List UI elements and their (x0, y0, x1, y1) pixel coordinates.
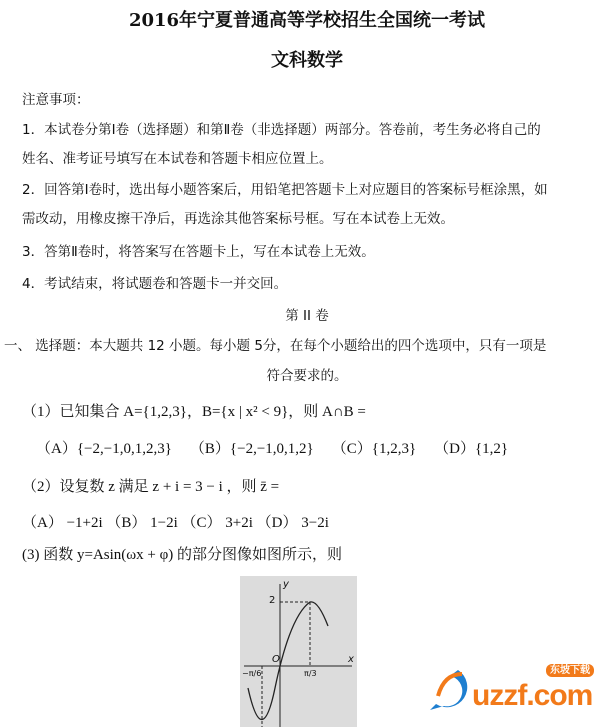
question-1-stem: （1）已知集合 A={1,2,3}，B={x | x² < 9}，则 A∩B = (22, 404, 366, 420)
section-title: 第 II 卷 (285, 308, 329, 324)
question-1-options (36, 437, 508, 458)
watermark-badge: 东坡下载 (546, 664, 594, 677)
exam-subtitle: 文科数学 (271, 50, 343, 71)
y-axis-label: y (283, 579, 289, 590)
part-one-instructions-cont: 符合要求的。 (266, 368, 348, 384)
notice-line: 姓名、准考证号填写在本试卷和答题卡相应位置上。 (22, 151, 333, 167)
notice-line: 需改动，用橡皮擦干净后，再选涂其他答案标号框。写在本试卷上无效。 (22, 211, 454, 227)
x-tick-left: −π/6 (242, 669, 262, 678)
sine-graph-figure (240, 576, 357, 727)
question-1-option-b: （B）{−2,−1,0,1,2} (189, 441, 314, 457)
question-1-option-d: （D）{1,2} (434, 441, 509, 457)
x-tick-right: π/3 (304, 669, 317, 678)
question-1-option-a: （A）{−2,−1,0,1,2,3} (36, 441, 172, 457)
notice-heading: 注意事项： (22, 92, 90, 108)
question-2-options: （A） −1+2i （B） 1−2i （C） 3+2i （D） 3−2i (22, 515, 329, 531)
notice-line: 1．本试卷分第Ⅰ卷（选择题）和第Ⅱ卷（非选择题）两部分。答卷前，考生务必将自己的 (22, 122, 541, 138)
notice-line: 4．考试结束，将试题卷和答题卡一并交回。 (22, 276, 288, 292)
origin-label: O (272, 654, 280, 665)
sine-curve (240, 576, 357, 727)
uzzf-watermark-logo (428, 664, 608, 712)
part-one-instructions: 一、 选择题：本大题共 12 小题。每小题 5分，在每个小题给出的四个选项中，只有一项是 (4, 338, 547, 354)
logo-swirl-icon (428, 666, 472, 712)
question-3-stem: (3) 函数 y=Asin(ωx + φ) 的部分图像如图所示，则 (22, 547, 343, 563)
exam-title: 2016年宁夏普通高等学校招生全国统一考试 (128, 10, 486, 31)
notice-line: 3．答第Ⅱ卷时，将答案写在答题卡上，写在本试卷上无效。 (22, 244, 375, 260)
x-axis-label: x (348, 654, 354, 665)
question-2-stem: （2）设复数 z 满足 z + i = 3 − i ，则 z̄ = (22, 479, 280, 495)
notice-line: 2．回答第Ⅰ卷时，选出每小题答案后，用铅笔把答题卡上对应题目的答案标号框涂黑，如 (22, 182, 548, 198)
question-1-option-c: （C）{1,2,3} (331, 441, 417, 457)
watermark-text: uzzf.com (472, 679, 593, 712)
max-value-label: 2 (269, 595, 276, 606)
